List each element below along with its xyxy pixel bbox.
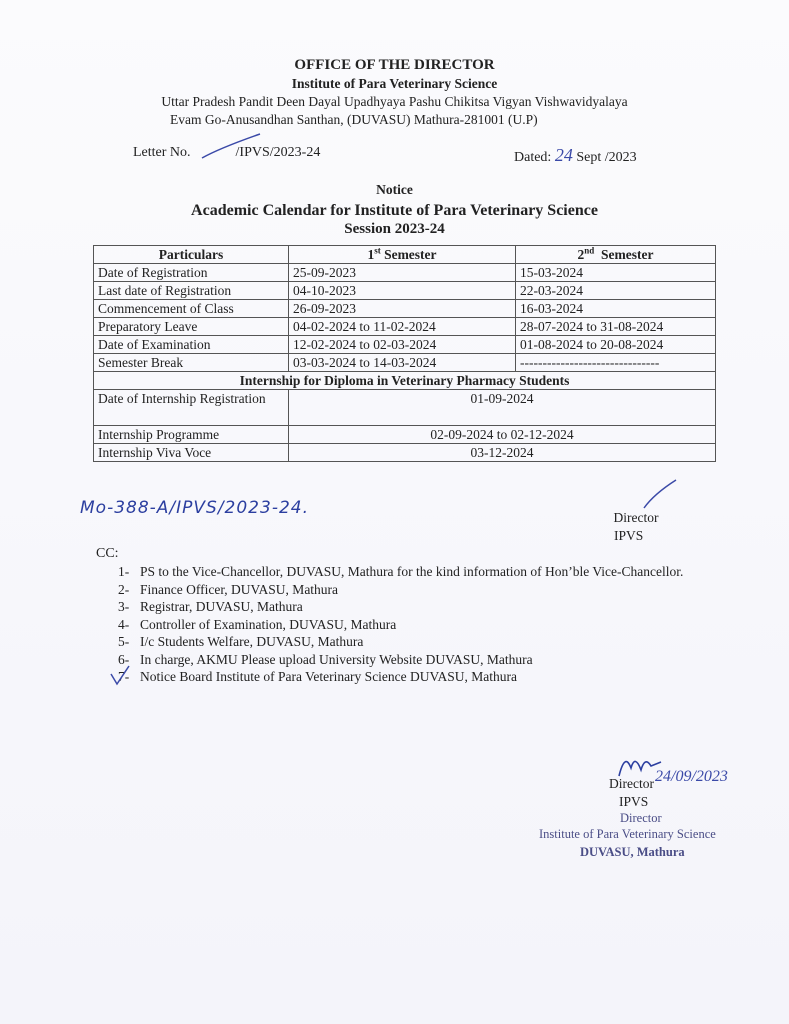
row-label: Date of Examination	[94, 336, 289, 354]
list-item: 3- Registrar, DUVASU, Mathura	[118, 599, 303, 614]
row-label: Preparatory Leave	[94, 318, 289, 336]
row-sem2: 15-03-2024	[516, 264, 716, 282]
stamp-institute: Institute of Para Veterinary Science	[539, 827, 716, 841]
row-sem1: 04-02-2024 to 11-02-2024	[289, 318, 516, 336]
table-row	[94, 444, 716, 462]
list-item: 5- I/c Students Welfare, DUVASU, Mathura	[118, 634, 364, 649]
dated-label: Dated:	[514, 150, 552, 165]
table-row	[94, 300, 716, 318]
pen-stroke-icon	[200, 130, 264, 162]
table-row	[94, 426, 716, 444]
table-row	[94, 264, 716, 282]
row-sem1: 03-03-2024 to 14-03-2024	[289, 354, 516, 372]
institute-heading: Institute of Para Veterinary Science	[291, 76, 498, 91]
signature2-org: IPVS	[619, 794, 649, 809]
row-label: Commencement of Class	[94, 300, 289, 318]
list-item: 7- Notice Board Institute of Para Veterinary Science DUVASU, Mathura	[118, 669, 518, 684]
handwritten-reference: Mo-388-A/IPVS/2023-24.	[80, 498, 309, 518]
session-title: Session 2023-24	[344, 221, 445, 237]
row-sem2: -------------------------------	[516, 354, 716, 372]
notice-label: Notice	[376, 182, 413, 197]
table-row	[94, 336, 716, 354]
row-value: 03-12-2024	[289, 444, 716, 462]
cc-label: CC:	[96, 546, 119, 561]
calendar-title: Academic Calendar for Institute of Para Veterinary Science	[191, 202, 598, 219]
academic-calendar-table	[93, 245, 716, 462]
tick-mark-icon	[108, 664, 132, 688]
table-row	[94, 282, 716, 300]
table-row	[94, 354, 716, 372]
list-item: 4- Controller of Examination, DUVASU, Mathura	[118, 616, 397, 632]
row-label: Date of Internship Registration	[94, 390, 289, 426]
signature1-org: IPVS	[614, 528, 644, 543]
internship-heading: Internship for Diploma in Veterinary Pharmacy Students	[94, 372, 716, 390]
header-particulars: Particulars	[94, 246, 289, 264]
row-sem2: 16-03-2024	[516, 300, 716, 318]
row-sem2: 01-08-2024 to 20-08-2024	[516, 336, 716, 354]
row-value: 01-09-2024	[289, 390, 716, 426]
header-semester-1: 1st Semester	[289, 246, 516, 264]
university-address: Evam Go-Anusandhan Santhan, (DUVASU) Mathura-281001 (U.P)	[170, 112, 538, 127]
list-item: 2- Finance Officer, DUVASU, Mathura	[118, 581, 339, 597]
university-name: Uttar Pradesh Pandit Deen Dayal Upadhyaya Pashu Chikitsa Vigyan Vishwavidyalaya	[161, 94, 628, 109]
row-sem2: 28-07-2024 to 31-08-2024	[516, 318, 716, 336]
header-semester-2: 2nd Semester	[516, 246, 716, 264]
row-label: Internship Programme	[94, 426, 289, 444]
row-sem1: 04-10-2023	[289, 282, 516, 300]
office-heading: OFFICE OF THE DIRECTOR	[294, 57, 495, 73]
table-row	[94, 318, 716, 336]
cc-list	[118, 563, 718, 686]
table-row	[94, 390, 716, 426]
list-item: 6- In charge, AKMU Please upload University Website DUVASU, Mathura	[118, 651, 533, 667]
internship-heading-row	[94, 372, 716, 390]
letter-ref: /IPVS/2023-24	[235, 145, 321, 160]
row-sem2: 22-03-2024	[516, 282, 716, 300]
row-sem1: 26-09-2023	[289, 300, 516, 318]
dated-line	[514, 145, 637, 166]
list-item: 1- PS to the Vice-Chancellor, DUVASU, Mathura for the kind information of Hon’ble Vice-Chancellor.	[118, 564, 684, 579]
stamp-duvasu: DUVASU, Mathura	[580, 845, 685, 859]
row-label: Internship Viva Voce	[94, 444, 289, 462]
stamp-director: Director	[620, 811, 662, 825]
row-sem1: 12-02-2024 to 02-03-2024	[289, 336, 516, 354]
row-label: Semester Break	[94, 354, 289, 372]
signature2-title: Director	[609, 776, 654, 791]
dated-handwritten-day: 24	[554, 145, 573, 165]
signature-mark-icon	[640, 478, 680, 510]
signature1-title: Director	[613, 510, 659, 525]
row-label: Date of Registration	[94, 264, 289, 282]
row-value: 02-09-2024 to 02-12-2024	[289, 426, 716, 444]
row-sem1: 25-09-2023	[289, 264, 516, 282]
letter-label: Letter No.	[133, 145, 191, 160]
dated-rest: Sept /2023	[576, 150, 637, 165]
signature2-handwritten-date: 24/09/2023	[655, 768, 728, 785]
table-header-row	[94, 246, 716, 264]
row-label: Last date of Registration	[94, 282, 289, 300]
